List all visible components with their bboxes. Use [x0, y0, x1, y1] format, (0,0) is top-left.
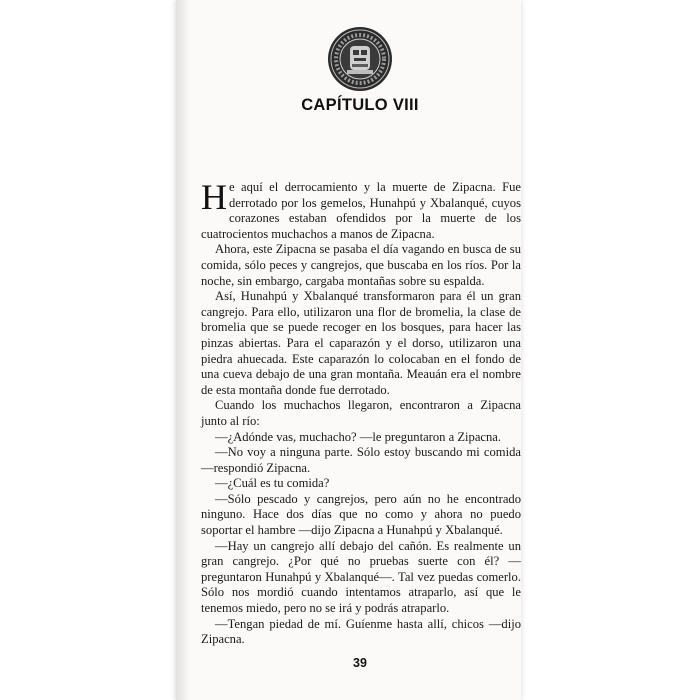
paragraph: Ahora, este Zipacna se pasaba el día vagando en busca de su comida, sólo peces y cangrejos, que buscaba en los ríos. Por la noche, sin embargo, cargaba montañas sobre su espalda. — [201, 242, 521, 288]
drop-cap: H — [201, 177, 227, 217]
paragraph: —¿Cuál es tu comida? — [215, 476, 330, 491]
page-number: 39 — [353, 656, 367, 670]
paragraph: —Sólo pescado y cangrejos, pero aún no he encontrado ninguno. Hace dos días que no como y ahora no puedo soportar el hambre —dijo Zipacna a Hunahpú y Xbalanqué. — [201, 491, 521, 538]
paragraph: Así, Hunahpú y Xbalanqué transformaron para él un gran cangrejo. Para ello, utilizaron una flor de bromelia, la clase de bromelia que se puede recoger en los bosques, para hacer las pinzas abiertas. Para el caparazón y el dorso, utilizaron una piedra ahuecada. Este caparazón lo colocaban en el fondo de una cueva debajo de una gran montaña. Meauán era el nombre de esta montaña donde fue derrotado. — [201, 289, 521, 397]
paragraph: Cuando los muchachos llegaron, encontraron a Zipacna junto al río: — [201, 398, 521, 428]
book-page — [176, 0, 521, 700]
mayan-glyph-emblem-icon — [327, 26, 393, 92]
chapter-title: CAPÍTULO VIII — [301, 96, 419, 114]
paragraph: —¿Adónde vas, muchacho? —le preguntaron a Zipacna. — [215, 429, 502, 444]
paragraph: —No voy a ninguna parte. Sólo estoy buscando mi comida —respondió Zipacna. — [201, 445, 521, 475]
chapter-body — [201, 177, 521, 648]
paragraph: He aquí el derrocamiento y la muerte de Zipacna. Fue derrotado por los gemelos, Hunahpú y Xbalanqué, cuyos corazones estaban ofendidos por la muerte de los cuatrocientos muchachos a manos de Zipacna. — [201, 177, 521, 241]
paragraph: —Hay un cangrejo allí debajo del cañón. Es realmente un gran cangrejo. ¿Por qué no pruebas suerte con él? —preguntaron Hunahpú y Xbalanqué—. Tal vez puedas comerlo. Sólo nos mordió cuando intentamos atraparlo, así que le tenemos miedo, pero no se irá y podrás atraparlo. — [201, 538, 521, 616]
paragraph: —Tengan piedad de mí. Guíenme hasta allí, chicos —dijo Zipacna. — [201, 616, 521, 647]
